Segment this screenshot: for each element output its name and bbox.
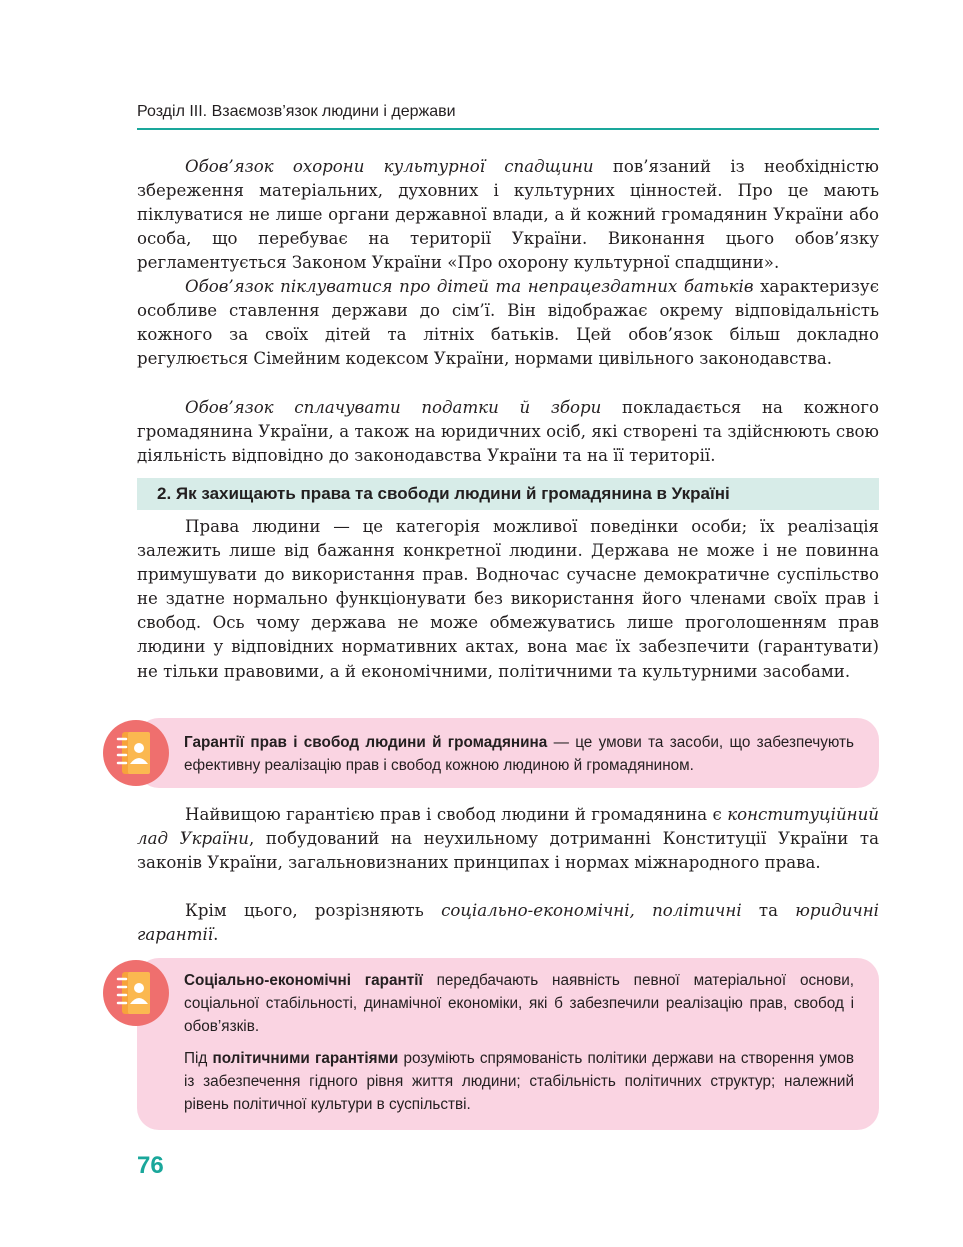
- definition-term: Гарантії прав і свобод людини й громадянина: [184, 734, 548, 751]
- paragraph-text: та: [741, 901, 796, 920]
- paragraph-culture-duty: [137, 155, 879, 275]
- definition-text: [184, 731, 854, 777]
- paragraph-text: покладається на кожного громадянина України, а також на юридичних осіб, які створені та здійснюють свою діяльність відповідно до законодавства України та на її території.: [137, 398, 879, 466]
- page-number: 76: [137, 1152, 164, 1179]
- definition-body: розуміють спрямованість політики держави на створення умов із забезпечення гідного рівня життя людини; стабільність політичних структур; належний рівень політичної культури в суспільстві.: [184, 1050, 854, 1113]
- term-italic: соціально-економічні, політичні: [441, 901, 742, 920]
- notebook-contact-icon: [103, 960, 169, 1026]
- definition-body: — це умови та засоби, що забезпечують ефективну реалізацію прав і свобод кожною людиною й громадянином.: [184, 734, 854, 774]
- paragraph-text: Крім цього, розрізняють: [185, 901, 442, 920]
- term-italic: конституційний лад України: [137, 805, 879, 849]
- paragraph-care-duty: [137, 275, 879, 371]
- header-rule: [137, 128, 879, 130]
- paragraph-text: , побудований на неухильному дотриманні Конституції України та законів України, загальновизнаних принципах і нормах міжнародного права.: [137, 829, 879, 873]
- notebook-contact-icon: [103, 720, 169, 786]
- paragraph-text: .: [213, 925, 219, 945]
- definition-body: Під: [184, 1050, 213, 1067]
- definition-text: [184, 969, 854, 1038]
- paragraph-tax-duty: [137, 396, 879, 468]
- definition-body: передбачають наявність певної матеріальної основи, соціальної стабільності, динамічної економіки, які б забезпечили реалізацію прав, свобод і обов’язків.: [184, 972, 854, 1035]
- paragraph-human-rights: [137, 515, 879, 684]
- definition-text: [184, 1047, 854, 1116]
- paragraph-text: Найвищою гарантією прав і свобод людини й громадянина є: [185, 805, 728, 824]
- definition-term: Соціально-економічні гарантії: [184, 972, 423, 989]
- paragraph-text: характеризує особливе ставлення держави до сім’ї. Він відображає окрему відповідальність кожного за своїх дітей та літніх батьків. Цей обов’язок більш докладно регулюється Сімейним кодексом України, нормами цивільного законодавства.: [137, 277, 879, 369]
- term-italic: юридичні гарантії: [137, 901, 879, 945]
- term-italic: Обов’язок охорони культурної спадщини: [185, 157, 594, 176]
- term-italic: Обов’язок сплачувати податки й збори: [185, 398, 602, 417]
- paragraph-text: Права людини — це категорія можливої поведінки особи; їх реалізація залежить лише від бажання конкретної людини. Держава не може і не повинна примушувати до використання прав. Водночас сучасне демократичне суспільство не здатне нормально функціонувати без використання його членами своїх прав і свобод. Ось чому держава не може обмежуватись лише проголошенням прав людини у відповідних нормативних актах, вона має їх забезпечити (гарантувати) не тільки правовими, а й економічними, політичними та культурними засобами.: [137, 517, 879, 681]
- paragraph-text: пов’язаний із необхідністю збереження матеріальних, духовних і культурних цінностей. Про це мають піклуватися не лише органи державної влади, а й кожний громадянин України або особа, що перебуває на території України. Виконання цього обов’язку регламентується Законом України «Про охорону культурної спадщини».: [137, 157, 879, 273]
- definition-term: політичними гарантіями: [212, 1050, 399, 1067]
- term-italic: Обов’язок піклуватися про дітей та непрацездатних батьків: [185, 277, 754, 296]
- paragraph-constitutional-order: [137, 803, 879, 875]
- paragraph-guarantee-types: [137, 899, 879, 947]
- section-heading: 2. Як захищають права та свободи людини й громадянина в Україні: [157, 484, 730, 503]
- running-title: Розділ ІІІ. Взаємозв’язок людини і держави: [137, 103, 456, 120]
